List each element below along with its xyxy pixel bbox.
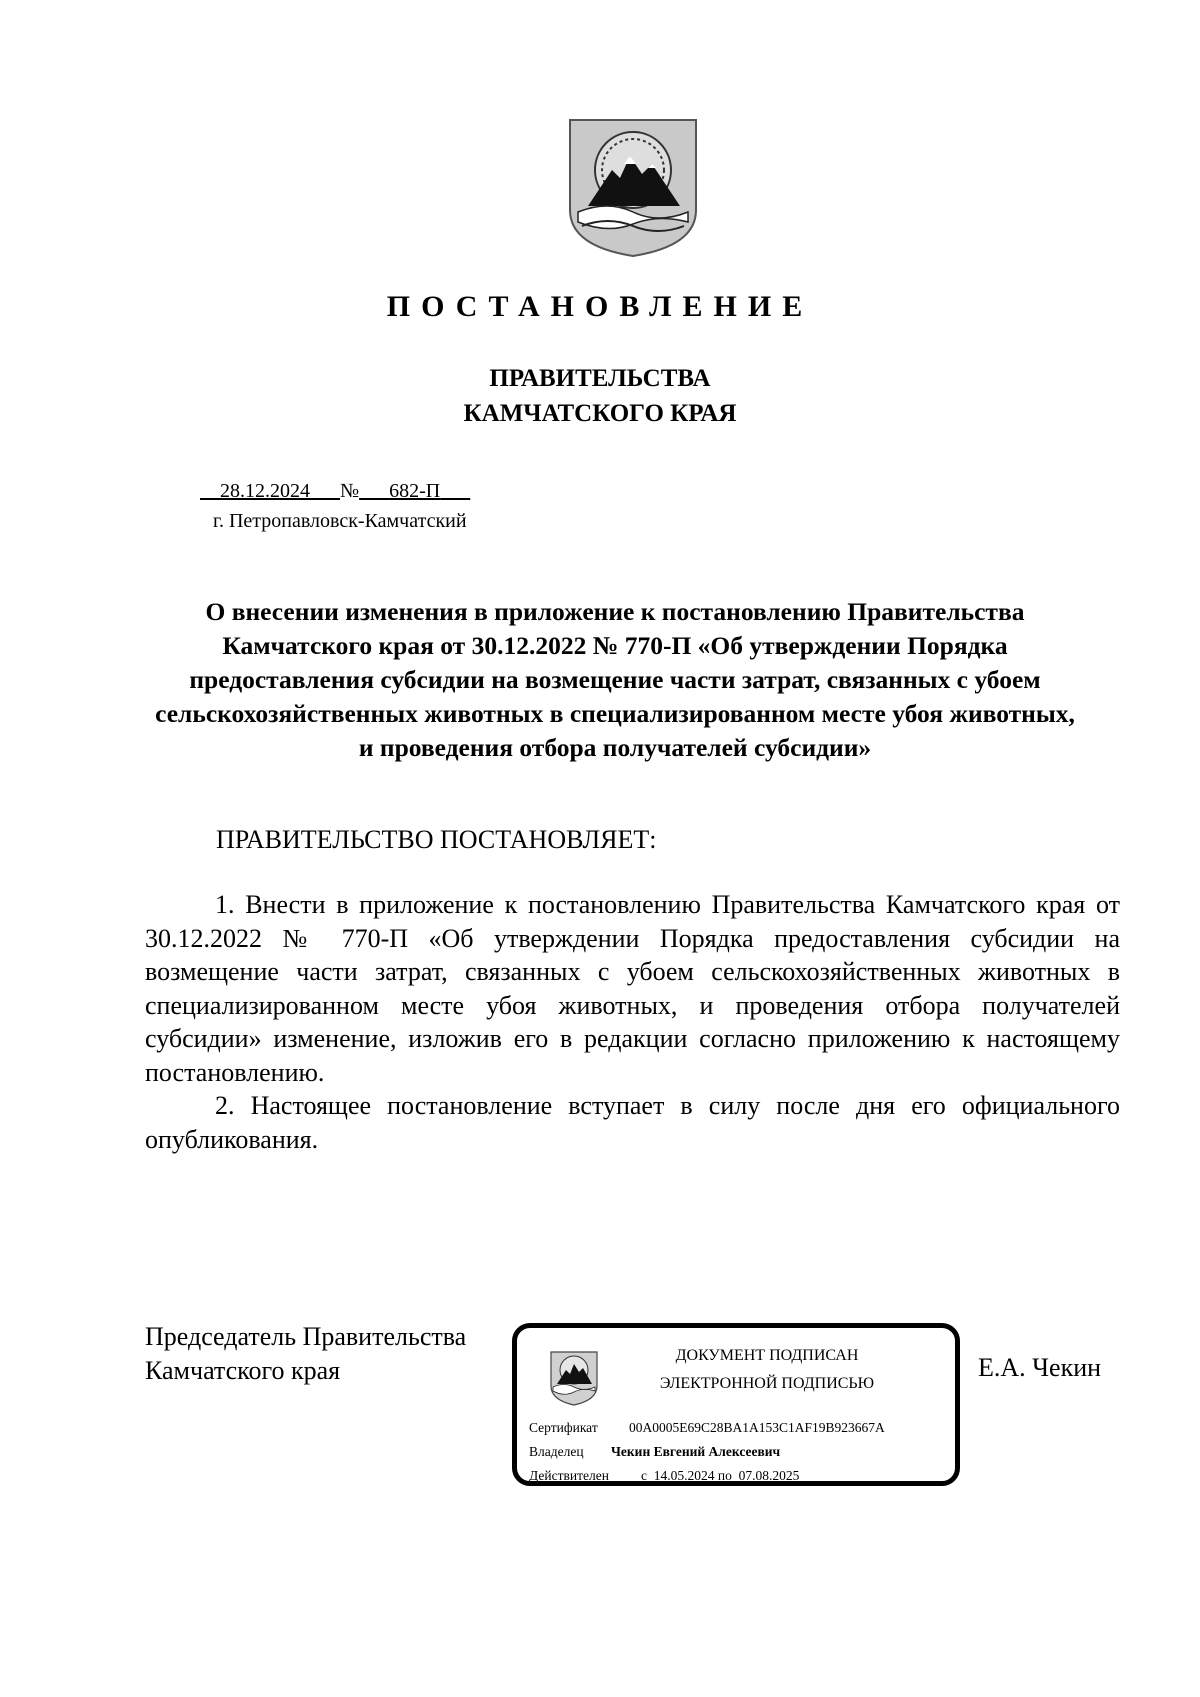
paragraph-2: 2. Настоящее постановление вступает в силу после дня его официального опубликования.	[145, 1091, 1120, 1154]
validity-value: с 14.05.2024 по 07.08.2025	[641, 1468, 800, 1483]
validity-label: Действителен	[529, 1468, 609, 1483]
coat-of-arms-icon	[549, 1350, 599, 1406]
owner-label: Владелец	[529, 1444, 584, 1459]
stamp-heading-line-1: ДОКУМЕНТ ПОДПИСАН	[675, 1347, 859, 1364]
number-sign: №	[340, 480, 360, 502]
owner-value: Чекин Евгений Алексеевич	[611, 1444, 781, 1459]
coat-of-arms-icon	[568, 118, 698, 258]
document-title: О внесении изменения в приложение к постановлению Правительства Камчатского края от 30.12.2022 № 770-П «Об утверждении Порядка предоставления субсидии на возмещение части затрат, связанных с убоем сельскохозяйственных животных в специализированном месте убоя животных, и проведения отбора получателей субсидии»	[155, 597, 1075, 762]
date-field: 28.12.2024	[220, 480, 310, 502]
stamp-owner-row	[529, 1444, 780, 1460]
stamp-validity-row	[529, 1468, 799, 1484]
city: г. Петропавловск-Камчатский	[213, 510, 467, 532]
date-number-line	[200, 480, 470, 503]
signer-position-line-2: Камчатского края	[145, 1356, 341, 1385]
issuer-line-1: ПРАВИТЕЛЬСТВА	[489, 365, 711, 392]
stamp-certificate-row	[529, 1420, 885, 1436]
number-field: 682-П	[389, 480, 441, 502]
signer-position-line-1: Председатель Правительства	[145, 1322, 467, 1351]
electronic-signature-stamp	[512, 1323, 960, 1486]
decree-phrase: ПРАВИТЕЛЬСТВО ПОСТАНОВЛЯЕТ:	[216, 825, 657, 854]
certificate-label: Сертификат	[529, 1420, 598, 1435]
issuer-line-2: КАМЧАТСКОГО КРАЯ	[463, 400, 737, 427]
signer-position	[145, 1320, 466, 1388]
stamp-heading-line-2: ЭЛЕКТРОННОЙ ПОДПИСЬЮ	[659, 1375, 875, 1392]
document-body	[145, 888, 1120, 1156]
certificate-value: 00A0005E69C28BA1A153C1AF19B923667A	[629, 1420, 885, 1435]
signer-name: Е.А. Чекин	[978, 1353, 1102, 1382]
document-type: ПОСТАНОВЛЕНИЕ	[386, 290, 814, 323]
paragraph-1: 1. Внести в приложение к постановлению Правительства Камчатского края от 30.12.2022 № 770-П «Об утверждении Порядка предоставления субсидии на возмещение части затрат, связанных с убоем сельскохозяйственных животных в специализированном месте убоя животных, и проведения отбора получателей субсидии» изменение, изложив его в редакции согласно приложению к настоящему постановлению.	[145, 890, 1120, 1087]
